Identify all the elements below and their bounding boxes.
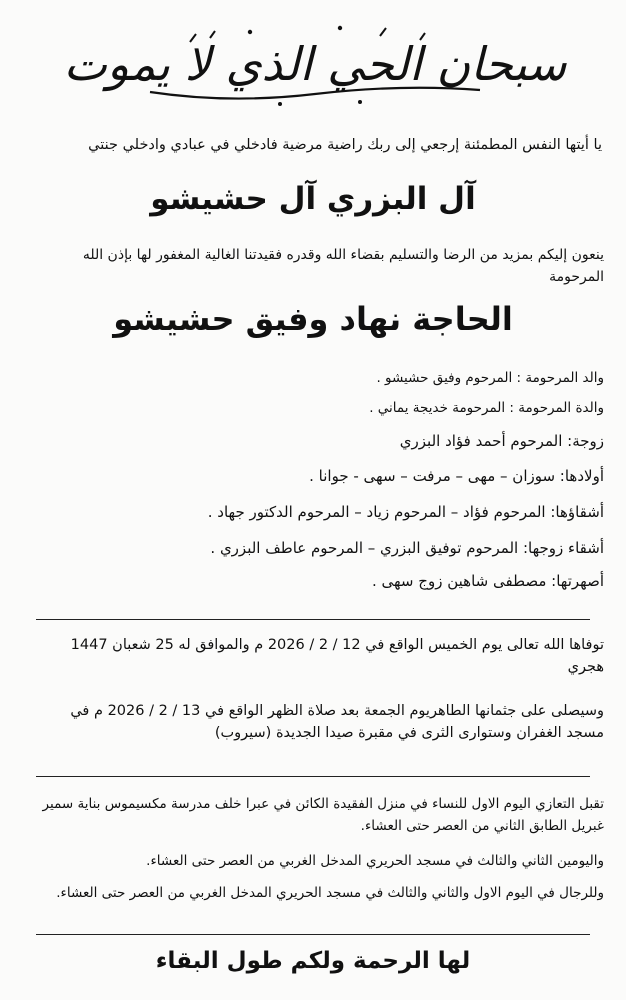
calligraphy-art bbox=[63, 12, 567, 112]
relative-line: زوجة: المرحوم أحمد فؤاد البزري bbox=[399, 432, 604, 450]
relative-line: أشقاء زوجها: المرحوم توفيق البزري – المرحوم عاطف البزري . bbox=[210, 539, 604, 557]
calligraphy-text: سبحان الحي الذي لا يموت bbox=[63, 37, 567, 91]
relative-line: أشقاؤها: المرحوم فؤاد – المرحوم زياد – المرحوم الدكتور جهاد . bbox=[207, 503, 604, 521]
intro-text: ينعون إليكم بمزيد من الرضا والتسليم بقضاء الله وقدره فقيدتنا الغالية المغفور لها بإذن الله المرحومة bbox=[82, 247, 604, 285]
header-calligraphy bbox=[63, 12, 567, 112]
relative-line: أولادها: سوزان – مهى – مرفت – سهى - جوانا . bbox=[309, 467, 604, 485]
condolence-women: تقبل التعازي اليوم الاول للنساء في منزل الفقيدة الكائن في عبرا خلف مدرسة مكسيموس بناية سمير غبريل الطابق الثاني من العصر حتى العشاء. bbox=[42, 796, 604, 834]
family-name: آل البزري آل حشيشو bbox=[150, 181, 476, 217]
relative-line: والدة المرحومة : المرحومة خديجة يماني . bbox=[369, 400, 604, 416]
relative-line: أصهرتها: مصطفى شاهين زوج سهى . bbox=[371, 572, 604, 590]
condolence-days: واليومين الثاني والثالث في مسجد الحريري المدخل الغربي من العصر حتى العشاء. bbox=[146, 853, 604, 869]
death-notice: توفاها الله تعالى يوم الخميس الواقع في 12 / 2 / 2026 م والموافق له 25 شعبان 1447 هجري bbox=[70, 637, 604, 675]
deceased-name: الحاجة نهاد وفيق حشيشو bbox=[113, 300, 513, 338]
funeral-notice: وسيصلى على جثمانها الطاهريوم الجمعة بعد صلاة الظهر الواقع في 13 / 2 / 2026 م في مسجد الغفران وستوارى الثرى في مقبرة صيدا الجديدة (سيروب) bbox=[70, 703, 604, 741]
closing-text: لها الرحمة ولكم طول البقاء bbox=[155, 948, 471, 974]
divider bbox=[36, 619, 590, 620]
quran-verse: يا أيتها النفس المطمئنة إرجعي إلى ربك راضية مرضية فادخلي في عبادي وادخلي جنتي bbox=[88, 137, 602, 153]
relative-line: والد المرحومة : المرحوم وفيق حشيشو . bbox=[376, 370, 604, 386]
divider bbox=[36, 934, 590, 935]
divider bbox=[36, 776, 590, 777]
condolence-men: وللرجال في اليوم الاول والثاني والثالث في مسجد الحريري المدخل الغربي من العصر حتى العشاء. bbox=[56, 885, 604, 901]
